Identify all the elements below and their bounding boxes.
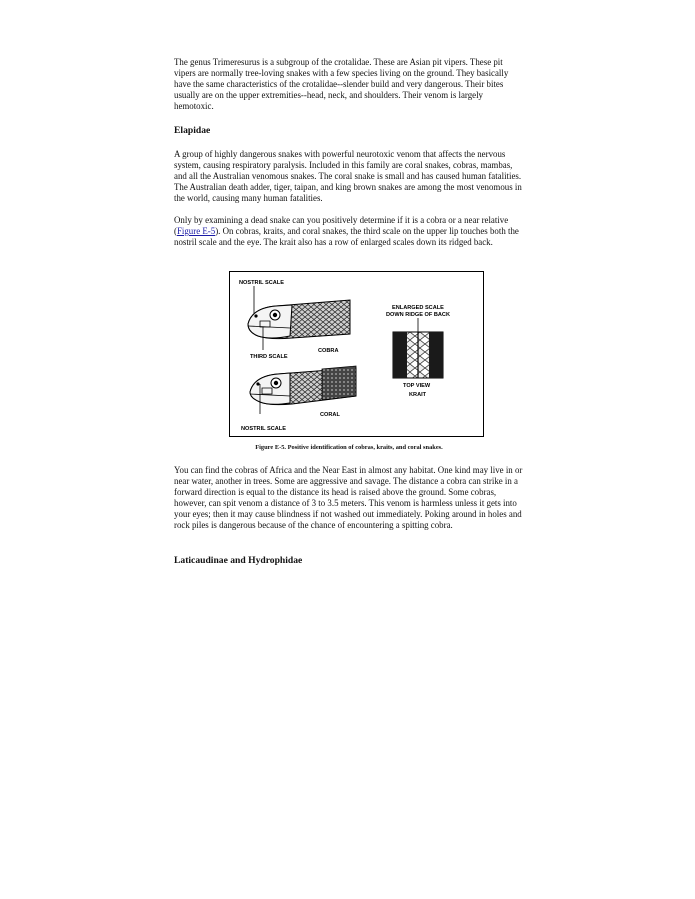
label-krait: KRAIT [409, 392, 427, 398]
paragraph-identification [174, 215, 524, 248]
figure-e5-link[interactable]: Figure E-5 [176, 226, 216, 236]
snake-identification-illustration [230, 272, 482, 435]
label-nostril-scale-bottom: NOSTRIL SCALE [241, 426, 286, 432]
figure-e5 [229, 271, 484, 437]
paragraph-elapidae-intro: A group of highly dangerous snakes with powerful neurotoxic venom that affects the nervous system, causing respiratory paralysis. Included in this family are coral snakes, cobras, mambas, and all the Australian venomous snakes. The coral snake is small and has caused human fatalities. The Australian death adder, tiger, taipan, and king brown snakes are among the most venomous in the world, causing many human fatalities. [174, 149, 522, 203]
figure-caption: Figure E-5. Positive identification of cobras, kraits, and coral snakes. [255, 444, 443, 451]
label-coral: CORAL [320, 412, 340, 418]
label-third-scale: THIRD SCALE [250, 354, 288, 360]
identification-text-before: Only by examining a dead snake can you positively determine if it is a cobra or a near relative ( [174, 215, 509, 236]
label-nostril-scale-top: NOSTRIL SCALE [239, 280, 284, 286]
label-top-view: TOP VIEW [403, 383, 431, 389]
paragraph-trimeresurus: The genus Trimeresurus is a subgroup of the crotalidae. These are Asian pit vipers. These pit vipers are normally tree-loving snakes with a few species living on the ground. They basically have the same characteristics of the crotalidae--slender build and very dangerous. Their bites usually are on the upper extremities--head, neck, and shoulders. Their venom is largely hemotoxic. [174, 57, 509, 111]
heading-laticaudinae-hydrophidae: Laticaudinae and Hydrophidae [174, 555, 303, 566]
identification-text-after: ). On cobras, kraits, and coral snakes, the third scale on the upper lip touches both the nostril scale and the eye. The krait also has a row of enlarged scales down its ridged back. [174, 226, 519, 247]
paragraph-cobras: You can find the cobras of Africa and the Near East in almost any habitat. One kind may live in or near water, another in trees. Some are aggressive and savage. The distance a cobra can strike in a forward direction is equal to the distance its head is raised above the ground. Some cobras, however, can spit venom a distance of 3 to 3.5 meters. This venom is harmless unless it gets into your eyes; then it may cause blindness if not washed out immediately. Poking around in holes and rock piles is dangerous because of the chance of encountering a spitting cobra. [174, 465, 523, 530]
label-down-ridge-of-back: DOWN RIDGE OF BACK [386, 312, 451, 318]
coral-head-illustration [250, 366, 356, 405]
krait-top-view-illustration [393, 332, 443, 378]
label-cobra: COBRA [318, 348, 339, 354]
label-enlarged-scale: ENLARGED SCALE [392, 305, 444, 311]
heading-elapidae: Elapidae [174, 125, 211, 136]
